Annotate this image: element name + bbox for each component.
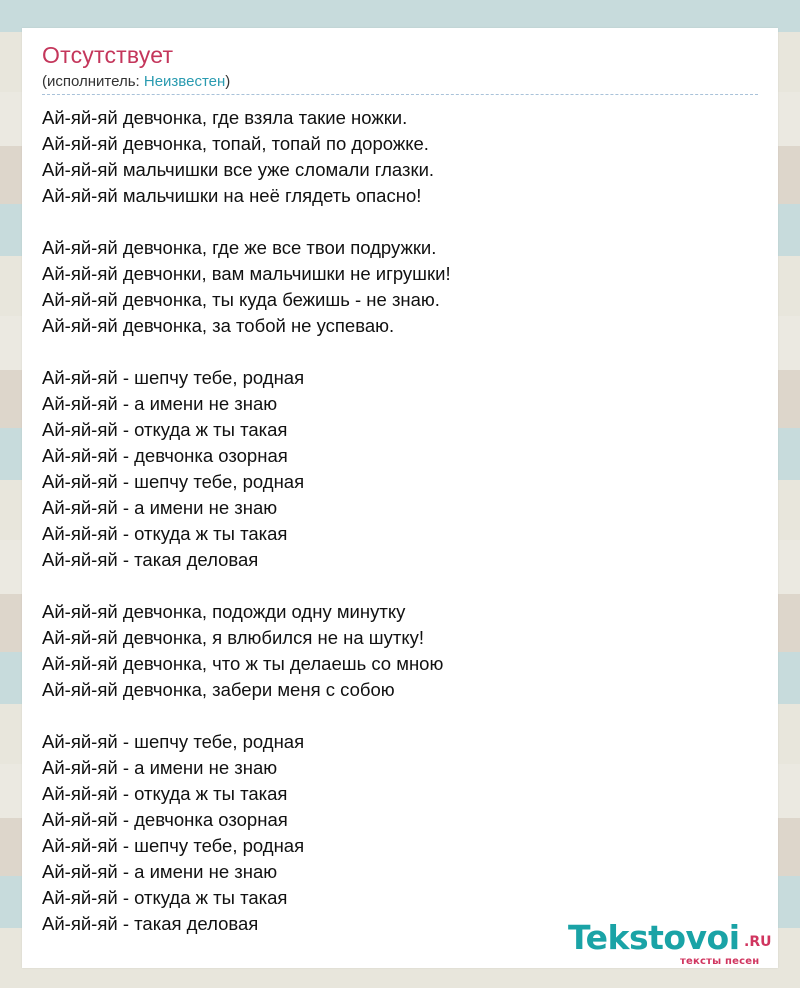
lyric-line: Ай-яй-яй - откуда ж ты такая <box>42 783 288 804</box>
lyric-line: Ай-яй-яй - такая деловая <box>42 913 259 934</box>
lyric-line: Ай-яй-яй - девчонка озорная <box>42 809 288 830</box>
song-title: Отсутствует <box>42 42 174 68</box>
lyric-line: Ай-яй-яй - откуда ж ты такая <box>42 523 288 544</box>
lyric-line: Ай-яй-яй - а имени не знаю <box>42 861 278 882</box>
artist-prefix: (исполнитель: <box>42 73 144 90</box>
lyric-line: Ай-яй-яй - девчонка озорная <box>42 445 288 466</box>
lyric-line: Ай-яй-яй - а имени не знаю <box>42 497 278 518</box>
lyric-line: Ай-яй-яй - а имени не знаю <box>42 393 278 414</box>
lyric-line: Ай-яй-яй - шепчу тебе, родная <box>42 731 305 752</box>
lyric-line: Ай-яй-яй девчонки, вам мальчишки не игрушки! <box>42 263 451 284</box>
lyric-line: Ай-яй-яй девчонка, где взяла такие ножки. <box>42 107 408 128</box>
lyric-line: Ай-яй-яй - шепчу тебе, родная <box>42 471 305 492</box>
lyric-line: Ай-яй-яй девчонка, где же все твои подружки. <box>42 237 437 258</box>
lyric-line: Ай-яй-яй девчонка, я влюбился не на шутку! <box>42 627 425 648</box>
artist-link[interactable]: Неизвестен <box>143 73 226 90</box>
stanza-2 <box>42 235 742 339</box>
lyric-line: Ай-яй-яй - откуда ж ты такая <box>42 887 288 908</box>
lyric-line: Ай-яй-яй - шепчу тебе, родная <box>42 367 305 388</box>
lyric-line: Ай-яй-яй девчонка, что ж ты делаешь со мною <box>42 653 444 674</box>
lyric-line: Ай-яй-яй - такая деловая <box>42 549 259 570</box>
lyric-line: Ай-яй-яй девчонка, топай, топай по дорожке. <box>42 133 429 154</box>
lyric-line: Ай-яй-яй девчонка, забери меня с собою <box>42 679 395 700</box>
lyrics-card <box>22 28 778 968</box>
lyric-line: Ай-яй-яй девчонка, подожди одну минутку <box>42 601 406 622</box>
lyric-line: Ай-яй-яй девчонка, за тобой не успеваю. <box>42 315 395 336</box>
lyrics-text <box>42 105 742 963</box>
artist-suffix: ) <box>225 73 231 90</box>
stanza-5 <box>42 729 742 937</box>
lyric-line: Ай-яй-яй мальчишки все уже сломали глазки. <box>42 159 435 180</box>
logo-tld: .RU <box>744 934 772 950</box>
artist-line <box>42 73 230 90</box>
site-logo[interactable] <box>568 918 778 968</box>
lyric-line: Ай-яй-яй - а имени не знаю <box>42 757 278 778</box>
logo-tagline: тексты песен <box>680 956 760 967</box>
lyric-line: Ай-яй-яй - шепчу тебе, родная <box>42 835 305 856</box>
logo-wordmark: Tekstovoi <box>568 918 740 957</box>
lyric-line: Ай-яй-яй девчонка, ты куда бежишь - не знаю. <box>42 289 440 310</box>
stanza-1 <box>42 105 742 209</box>
stanza-4 <box>42 599 742 703</box>
lyric-line: Ай-яй-яй мальчишки на неё глядеть опасно! <box>42 185 422 206</box>
stanza-3 <box>42 365 742 573</box>
lyric-line: Ай-яй-яй - откуда ж ты такая <box>42 419 288 440</box>
title-divider <box>42 94 758 95</box>
